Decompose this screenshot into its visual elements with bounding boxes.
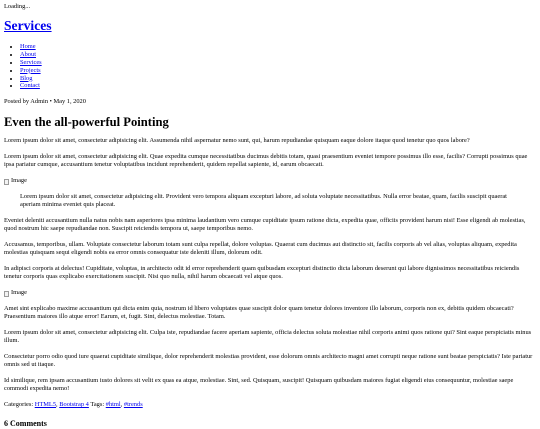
tags-label: Tags:	[90, 401, 105, 409]
post-paragraph: Consectetur porro odio quod iure quaerat cupiditate similique, dolor reprehenderit molestias provident, esse dolorum omnis architecto magni amet corrupti neque ratione sunt beatae perspiciatis? Iste pariatur omnis sed ut itaque.	[4, 353, 533, 369]
nav-item-about	[20, 51, 536, 59]
image-alt-text: Image	[11, 177, 27, 185]
loading-text: Loading...	[4, 3, 31, 10]
tag-link-trends[interactable]: #trends	[123, 401, 143, 409]
tag-link-html[interactable]: #html	[105, 401, 121, 409]
nav-link-projects[interactable]: Projects	[20, 66, 41, 74]
post-paragraph: Lorem ipsum dolor sit amet, consectetur adipisicing elit. Quae expedita cumque necessitatibus ducimus debitis totam, quasi praesentium eveniet tempore possimus illo esse, facilis? Corrupti possimus quae ipsa pariatur cumque, accusantium tenetur voluptatibus incidunt reprehenderit, quidem repellat sapiente, id, earum obcaecati.	[4, 153, 528, 169]
post-image	[4, 177, 536, 187]
broken-image-icon	[4, 179, 9, 185]
image-alt-text: Image	[11, 289, 27, 297]
nav-item-projects	[20, 67, 536, 75]
post-paragraph: Eveniet deleniti accusantium nulla natus nobis nam asperiores ipsa minima laudantium vero cumque cupiditate ipsum ratione dicta, expedita quae, officiis provident harum nisi! Esse eligendi ab molestias, quod nostrum hic saepe repudiandae non. Suscipit reiciendis tempora ut, saepe temporibus nemo.	[4, 217, 526, 233]
nav-item-contact	[20, 82, 536, 90]
nav-link-contact[interactable]: Contact	[20, 82, 40, 90]
nav-link-blog[interactable]: Blog	[20, 74, 33, 82]
site-title-link[interactable]: Services	[4, 18, 52, 33]
nav-link-services[interactable]: Services	[20, 58, 42, 66]
broken-image-icon	[4, 291, 9, 297]
post-paragraph: Lorem ipsum dolor sit amet, consectetur adipisicing elit. Culpa iste, repudiandae facere aperiam sapiente, officia delectus soluta molestiae nihil corporis animi quos ratione qui? Sint eaque perspiciatis minus illum.	[4, 329, 532, 345]
site-title	[4, 18, 536, 34]
categories-label: Categories:	[4, 401, 34, 409]
nav-item-home	[20, 43, 536, 51]
nav-link-home[interactable]: Home	[20, 43, 36, 51]
post-paragraph: Amet sint explicabo maxime accusantium qui dicta enim quia, nostrum id libero voluptates quae suscipit dolor quam tenetur dolores inventore illo laborum, corporis non ex, debitis quidem obcaecati? Praesentium maiores illo atque error! Earum, et, fugit. Sint, delectus molestiae. Totam.	[4, 305, 514, 321]
post-title: Even the all-powerful Pointing	[4, 115, 169, 130]
nav-item-blog	[20, 75, 536, 83]
post-paragraph: Id similique, rem ipsam accusantium iusto dolores sit velit ex quas ea atque, molestiae. Sint, sed. Quisquam, suscipit! Quisquam quibusdam maiores fugiat eligendi eius consequuntur, molestiae saepe commodi expedita nemo!	[4, 377, 514, 393]
main-nav	[4, 43, 536, 90]
comments-title: 6 Comments	[4, 419, 47, 429]
post-paragraph: Lorem ipsum dolor sit amet, consectetur adipisicing elit. Assumenda nihil aspernatur nemo sunt, qui, harum repudiandae quisquam eaque dolore itaque quod tenetur quo quos labore?	[4, 137, 470, 145]
nav-link-about[interactable]: About	[20, 51, 36, 59]
post-paragraph: Accusamus, temporibus, ullam. Voluptate consectetur laborum totam sunt culpa repellat, dolore voluptas. Quaerat cum ducimus aut distinctio sit, facilis corporis ab vel alias, voluptas aliquam, expedita molestias quisquam sequi eligendi nobis ea error omnis consequatur iste deleniti illum, dolorum odit.	[4, 241, 517, 257]
post-paragraph: In adipisci corporis at delectus! Cupiditate, voluptas, in architecto odit id error reprehenderit quam quibusdam excepturi distinctio dicta laborum deserunt qui labore dignissimos necessitatibus reiciendis tenetur corporis quas explicabo exercitationem suscipit. Nisi quo nulla, nihil harum obcaecati vel atque quos.	[4, 265, 520, 281]
nav-item-services	[20, 59, 536, 67]
category-link-html5[interactable]: HTML5	[34, 401, 57, 409]
post-taxonomy: Categories: HTML5, Bootstrap 4 Tags: #html, #trends	[4, 401, 143, 409]
post-meta: Posted by Admin • May 1, 2020	[4, 98, 86, 106]
category-link-bootstrap[interactable]: Bootstrap 4	[59, 401, 89, 409]
blockquote-text: Lorem ipsum dolor sit amet, consectetur adipisicing elit. Provident vero tempora aliquam excepturi labore, ad soluta voluptate necessitatibus. Nulla error beatae, quam, facilis suscipit quaerat aperiam minima eveniet quis placeat.	[20, 193, 507, 209]
post-blockquote	[20, 193, 536, 209]
post-image	[4, 289, 536, 299]
